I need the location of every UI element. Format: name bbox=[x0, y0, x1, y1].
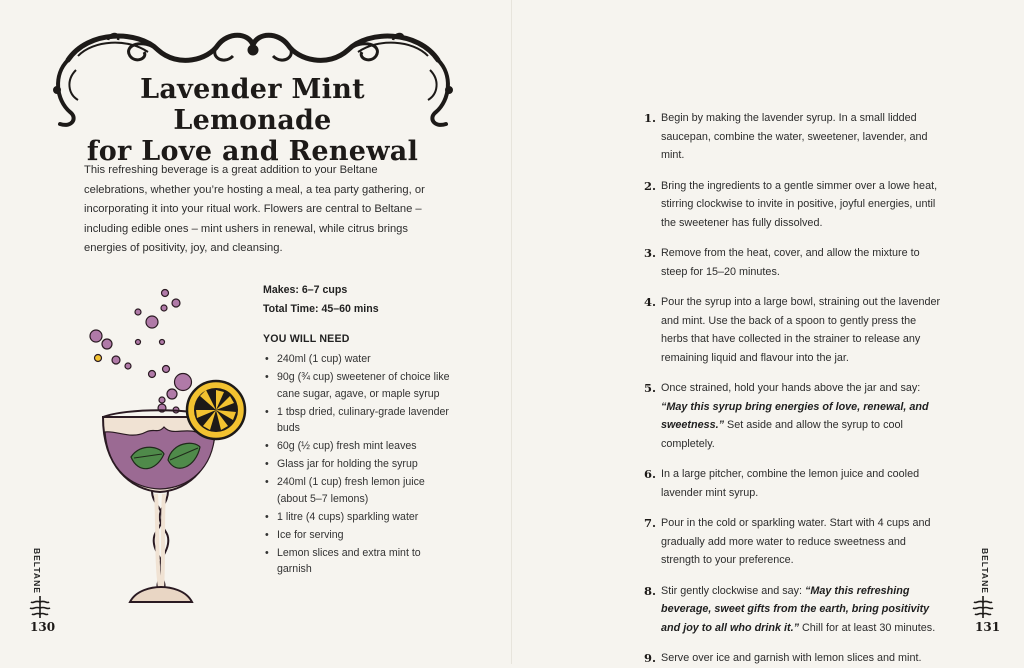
section-tab-right: BELTANE bbox=[980, 548, 990, 594]
step-incantation: “May this refreshing beverage, sweet gifts from the earth, bring positivity and joy to all who drink it.” bbox=[661, 584, 930, 634]
ingredient-item: • 240ml (1 cup) water bbox=[263, 351, 453, 368]
page-number-right: 131 bbox=[975, 620, 1001, 634]
step-number: 1. bbox=[644, 111, 657, 125]
step-text: Pour the syrup into a large bowl, straining out the lavender and mint. Use the back of a spoon to gently press the herbs that have collected in the strainer to release any remaining liquid and flavour into the jar. bbox=[661, 296, 941, 364]
step-incantation: “May this syrup bring energies of love, renewal, and sweetness.” bbox=[661, 400, 929, 431]
step-text-after: Chill for at least 30 minutes. bbox=[798, 621, 936, 634]
step-number: 9. bbox=[644, 651, 657, 665]
ingredient-item: • Lemon slices and extra mint to garnish bbox=[263, 545, 453, 578]
title-line-1: Lavender Mint Lemonade bbox=[140, 74, 365, 136]
page-number-left: 130 bbox=[30, 620, 56, 634]
cocktail-illustration bbox=[76, 282, 256, 622]
section-tab-left: BELTANE bbox=[32, 548, 42, 594]
bubbles bbox=[90, 290, 192, 414]
ingredient-item: • Glass jar for holding the syrup bbox=[263, 456, 453, 473]
ingredient-item: • Ice for serving bbox=[263, 527, 453, 544]
step-text: Begin by making the lavender syrup. In a small lidded saucepan, combine the water, sweetener, lavender, and mint. bbox=[661, 112, 928, 161]
ingredient-item: • 90g (¾ cup) sweetener of choice like cane sugar, agave, or maple syrup bbox=[263, 369, 453, 402]
makes-text: Makes: 6–7 cups bbox=[263, 284, 348, 296]
step-text: Once strained, hold your hands above the jar and say: bbox=[661, 382, 921, 394]
step-2 bbox=[646, 177, 946, 233]
step-number: 4. bbox=[644, 295, 657, 309]
ingredient-item: • 1 litre (4 cups) sparkling water bbox=[263, 509, 453, 526]
step-7 bbox=[646, 514, 946, 570]
sprig-icon bbox=[970, 594, 996, 620]
step-text: Stir gently clockwise and say: bbox=[661, 584, 806, 597]
step-text: In a large pitcher, combine the lemon juice and cooled lavender mint syrup. bbox=[661, 468, 920, 499]
step-5 bbox=[646, 379, 946, 453]
step-9 bbox=[646, 649, 946, 668]
recipe-title bbox=[70, 74, 435, 167]
step-number: 2. bbox=[644, 178, 657, 193]
title-line-2: for Love and Renewal bbox=[86, 136, 419, 167]
ingredient-list bbox=[263, 351, 453, 578]
step-8 bbox=[646, 582, 946, 638]
step-text: Pour in the cold or sparkling water. Start with 4 cups and gradually add more water to reduce sweetness and strength to your preference. bbox=[661, 517, 931, 566]
step-1 bbox=[646, 109, 946, 165]
step-6 bbox=[646, 465, 946, 502]
step-text-after: Set aside and allow the syrup to cool completely. bbox=[661, 419, 903, 450]
ingredient-item: • 240ml (1 cup) fresh lemon juice (about 5–7 lemons) bbox=[263, 474, 453, 507]
intro-paragraph: This refreshing beverage is a great addition to your Beltane celebrations, whether you’re hosting a meal, a tea party gathering, or incorporating it into your ritual work. Flowers are central to Beltane – including edible ones – mint ushers in renewal, while citrus brings energies of positivity, joy, and cleansing. bbox=[84, 164, 425, 254]
you-will-need-heading: YOU WILL NEED bbox=[263, 333, 350, 345]
step-text: Serve over ice and garnish with lemon slices and mint. bbox=[661, 652, 922, 664]
step-text: Bring the ingredients to a gentle simmer over a lowe heat, stirring clockwise to invite in positive, joyful energies, until the sweetener has fully dissolved. bbox=[661, 179, 938, 229]
ingredient-item: • 1 tbsp dried, culinary-grade lavender buds bbox=[263, 404, 453, 437]
ingredient-item: • 60g (½ cup) fresh mint leaves bbox=[263, 438, 453, 455]
left-page bbox=[0, 0, 512, 664]
sprig-icon bbox=[27, 594, 53, 620]
step-number: 3. bbox=[644, 246, 657, 260]
step-4 bbox=[646, 293, 946, 367]
step-text: Remove from the heat, cover, and allow the mixture to steep for 15–20 minutes. bbox=[661, 247, 920, 278]
method-steps bbox=[646, 109, 946, 668]
total-time-text: Total Time: 45–60 mins bbox=[263, 303, 379, 315]
step-number: 7. bbox=[644, 516, 657, 530]
step-number: 5. bbox=[644, 381, 657, 395]
step-number: 6. bbox=[644, 467, 657, 481]
step-number: 8. bbox=[644, 583, 657, 598]
step-3 bbox=[646, 244, 946, 281]
lemon-slice bbox=[187, 381, 245, 439]
recipe-meta bbox=[263, 281, 453, 579]
